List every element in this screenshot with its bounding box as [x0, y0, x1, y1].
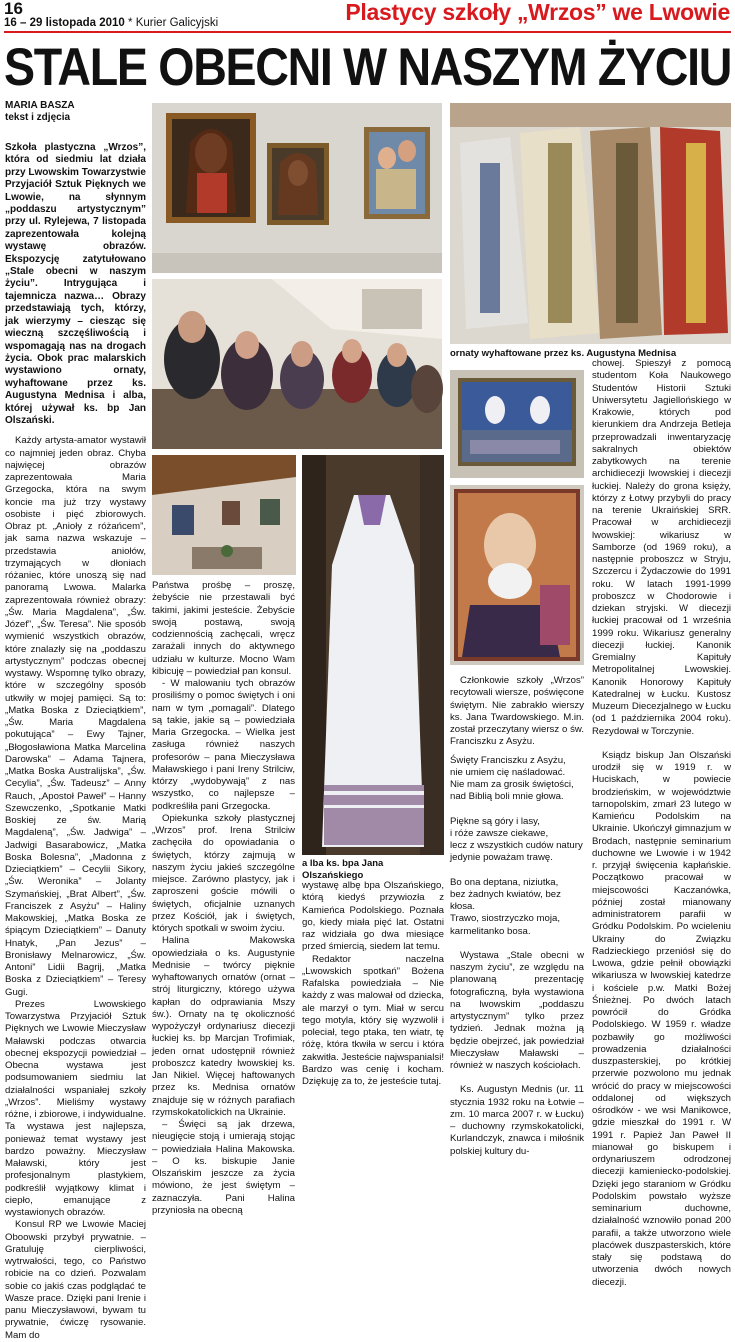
poem-line	[450, 865, 584, 877]
paragraph: Prezes Lwowskiego Towarzystwa Przyjaciół Sztuk Pięknych we Lwowie Mieczysław Maławski podczas otwarcia obecnej ekspozycji powiedział – Obecna wystawa jest podsumowaniem siedmiu lat działalności wspaniałej szkoły „Wrzos”. Mieliśmy wystawy różne, i zbiorowe, i indywidualne. Ta wystawa jest najlepsza, ponieważ temat wystawy jest bardzo poważny. Mieczysław Maławski, który jest profesjonalnym plastykiem, podkreślił wyjątkowy klimat i ciepło, emanujące z wystawionych obrazów.	[5, 998, 146, 1219]
poem-line: Bo ona deptana, niziutka,	[450, 876, 559, 888]
paragraph: Redaktor naczelna „Lwowskich spotkań” Bożena Rafalska powiedziała – Nie każdy z was malował od dziecka, ale marzył o tym. Miał w sercu tego motyla, który się wyzwolił i poleciał, tego ptaka, ten wiatr, tę różę, która tkwiła w sercu i która zakwitła. Jesteście najwspanialsi! Bardzo was cenię i kocham. Dziękuję za to, że jesteście tutaj.	[302, 953, 444, 1087]
photo-paintings-on-wall	[152, 103, 442, 273]
angels-painting-image	[450, 370, 584, 478]
poem-line: Piękne są góry i lasy,	[450, 815, 540, 827]
article-headline: STALE OBECNI W NASZYM ŻYCIU	[4, 38, 732, 97]
poem-line	[450, 804, 584, 816]
publication-name: Kurier Galicyjski	[135, 17, 219, 29]
page-header	[4, 0, 732, 29]
paragraph: Halina Makowska opowiedziała o ks. Augustynie Mednisie – twórcy pięknie wyhaftowanych ornatów (ornat – strój liturgiczny, którego używa kapłan do odprawiania Mszy św.). Ornaty na tę okoliczność wypożyczył ordynariusz diecezji łuckiej ks. bp Marcjan Trofimiak, jeden ornat udostępnił również proboszcz katedry lwowskiej ks. Jan Nikiel. Więcej haftowanych przez ks. Mednisa ornatów znajduje się w różnych parafiach rzymskokatolickich na Ukrainie.	[152, 935, 295, 1118]
article-column-1	[5, 100, 146, 1341]
paragraph: Wystawa „Stale obecni w naszym życiu”, ze względu na planowaną prezentację fotograficzną, była wystawiona na lwowskim „poddaszu artystycznym” tylko przez tydzień. Jednak można ją będzie obejrzeć, jak powiedział Mieczysław Maławski – również w naszych kościołach.	[450, 949, 584, 1071]
paragraph: Opiekunka szkoły plastycznej „Wrzos” prof. Irena Strilciw zachęciła do opowiadania o świętych, którzy zajmują w naszym życiu jakieś szczególne miejsce. Zarówno plastycy, jak i zaproszeni goście mówili o świętych, oficjalnie uznanych przez Kościół, jak i świętych, których spotkali w swoim życiu.	[152, 812, 295, 934]
section-title: Plastycy szkoły „Wrzos” we Lwowie	[345, 0, 730, 25]
article-column-4	[450, 675, 584, 1157]
poem-line: i róże zawsze ciekawe,	[450, 827, 549, 839]
author-name: MARIA BASZA	[5, 100, 75, 111]
poem-line: nad Biblią boli mnie głowa.	[450, 791, 564, 803]
poem-line: Święty Franciszku z Asyżu,	[450, 754, 566, 766]
vestments-caption: ornaty wyhaftowane przez ks. Augustyna Mednisa	[450, 348, 677, 359]
photo-exhibition-room	[152, 455, 296, 575]
photo-alb	[302, 455, 444, 855]
paragraph: Każdy artysta-amator wystawił co najmniej jeden obraz. Chyba najwięcej obrazów zaprezentowała Maria Grzegocka, która na swym koncie ma już trzy wystawy osobiste i pięć zbiorowych. Obraz pt. „Anioły z różańcem”, jak sama nazwa wskazuje – przedstawia aniołów, trzymających w dłoniach różaniec, które unoszą się nad panoramą Lwowa. Malarka zaprezentowała również obrazy: „Św. Maria Magdalena”, „Św. Józef”, „Św. Teresa”. Nie sposób wymienić wszystkich obrazów, które znalazły się na „poddaszu artystycznym” podczas obecnej wystawy. Wspomnę tylko obrazy, które w szczególny sposób utkwiły w mojej pamięci. Są to: „Matka Boska z Dzieciątkiem”, „Św. Maria Magdalena pokutująca” – Ewy Tajner, „Błogosławiona Matka Marcelina Darowska” – Adama Tajnera, „Matka Boska Australijska”, „Św. Cecylia”, „Św. Tadeusz” – Anny Rauch, „Apostoł Paweł” – Hanny Szewczenko, „Spotkanie Matki Boskiej ze św. Marią Magdaleną”, „Św. Jadwiga” – Jadwigi Basarabowicz, „Matka Boska Bolesna”, „Madonna z Dzieciątkiem” – Cecylii Sikory, „Św. Weronika” – Jolanty Szymańskiej, „Brat Albert”, „Św. Franciszek z Asyżu” – Haliny Makowskiej, „Matka Boska ze śpiącym Dzieciątkiem” – Danuty Hnatyk, „Pan Jezus” – Bronisławy Melnarowicz, „Św. Antoni” Lidii Bagrij, „Matka Boska z Dzieciątkiem” – Teresy Gugi.	[5, 435, 146, 998]
article-lead: Szkoła plastyczna „Wrzos”, która od siedmiu lat działa przy Lwowskim Towarzystwie Przyjaciół Sztuk Pięknych we Lwowie, na słynnym „poddaszu artystycznym” przy ul. Rylejewa, 7 listopada zaprezentowała kolejną wystawę obrazów. Ekspozycję zatytułowano „Stale obecni w naszym życiu”. Intrygująca i tajemnicza nazwa… Obrazy przedstawiają tych, którzy, jak wierzymy – ciesząc się wieczną szczęśliwością i wspomagają nas na drogach życia. Obok prac malarskich wystawiono ornaty, wyhaftowane przez ks. Augustyna Mednisa i alba, której używał ks. bp Jan Olszański.	[5, 142, 146, 426]
audience-image	[152, 279, 442, 449]
paragraph: Członkowie szkoły „Wrzos” recytowali wiersze, poświęcone świętym. Nie zabrakło wierszy ks. Jana Twardowskiego. M.in. został przeczytany wiersz o św. Franciszku z Asyżu.	[450, 675, 584, 748]
article-column-2	[152, 580, 295, 1216]
dateline	[4, 17, 218, 29]
poem-line: jedynie poważam trawę.	[450, 852, 553, 864]
photo-credit: tekst i zdjęcia	[5, 112, 71, 123]
photo-angels-painting	[450, 370, 584, 478]
photo-audience	[152, 279, 442, 449]
paragraph: Ksiądz biskup Jan Olszański urodził się w 1919 r. w Huciskach, w powiecie brodzieńskim, w województwie tarnopolskim, zmarł 23 lutego w Kamieńcu Podolskim na Ukrainie. Ukończył gimnazjum w Brodach, następnie seminarium duchowne we Lwowie i w 1942 r. przyjął święcenia kapłańskie. Początkowo pracował w miejscowości Kaczanówka, później został mianowany administratorem parafii w Gródku Podolskim. Po wcieleniu Ukrainy do Związku Radzieckiego przeniósł się do Lwowa, gdzie pełnił obowiązki wikariusza w lwowskiej katedrze i kościele p.w. Matki Bożej Śnieżnej. Po dwóch latach powrócił do Gródka Podolskiego. W 1959 r. władze pozbawiły go możliwości prowadzenia działalności duszpasterskiej, po krótkiej przerwie pozwolono mu jednak wrócić do pracy w miejscowości oddalonej od większych ośrodków - we wsi Manikowce, gdzie mieszkał do 1991 r. W 1991 r. Papież Jan Paweł II mianował go biskupem i ordynariuszem odrodzonej diecezji kamieniecko-podolskiej. Dzięki jego staraniom w Gródku Podolskim powstało wyższe seminarium duchowne, działalność wznowiło ponad 200 parafii, a także utworzono wiele placówek duszpasterskich, które stały się podstawą do utworzenia dwóch nowych diecezji.	[592, 749, 731, 1288]
poem-line: nie umiem cię naśladować.	[450, 766, 566, 778]
portrait-painting-image	[450, 485, 584, 665]
alb-image	[302, 455, 444, 855]
dateline-separator: *	[128, 17, 133, 29]
paragraph: Państwa prośbę – proszę, żebyście nie przestawali być takimi, jakimi jesteście. Żebyście swoją postawą, swoją codziennością zachęcali, wręcz zarażali innych do aktywnego udziału w kulturze. Mocno Wam kibicuję – powiedział pan konsul.	[152, 580, 295, 677]
photo-portrait-painting	[450, 485, 584, 665]
poem	[450, 755, 584, 938]
vestments-image	[450, 103, 731, 344]
page-number: 16	[4, 0, 23, 18]
poem-line: Nie mam za grosik świętości,	[450, 779, 574, 790]
poem-line: bez żadnych kwiatów, bez kłosa.	[450, 888, 561, 912]
paragraph: chowej. Spieszył z pomocą studentom Koła Naukowego Studentów Historii Sztuki Uniwersytetu Jagiellońskiego w Krakowie, których pod kierunkiem dra Andrzeja Betleja przeprowadzali inwentaryzację sakralnych obiektów zabytkowych na terenie archidiecezji lwowskiej i diecezji łuckiej. Należy do grona księży, którzy z Łotwy przybyli do pracy na terenie Ukraińskiej SRR. Pracował w archidiecezji lwowskiej: wikariusz w Samborze (od 1969 roku), a następnie proboszcz w Stryju, Szczercu i Żydaczowie do 1991 roku. W latach 1991-1999 proboszcz w Chodorowie i dziekan stryjski. W diecezji łuckiej pracował od 1 września 1999 roku. Wikariusz generalny diecezji łuckiej. Kanonik Gremialny Kapituły Metropolitalnej Lwowskiej. Kanonik Honorowy Kapituły Katedralnej w Łucku. Kustosz Muzeum Diecezjalnego w Łucku (od 1 października 2004 roku). Rezydował w Torczynie.	[592, 358, 731, 737]
paintings-image	[152, 103, 442, 273]
poem-line: karmelitanko bosa.	[450, 925, 531, 937]
paragraph: wystawę albę bpa Olszańskiego, którą kiedyś przywiozła z Kamieńca Podolskiego. Poznała go, kiedy miała pięć lat. Ostatni raz widziała go dwa miesiące przed śmiercią, siedem lat temu.	[302, 880, 444, 953]
poem-line: Trawo, siostrzyczko moja,	[450, 913, 560, 925]
paragraph: Konsul RP we Lwowie Maciej Oboowski przybył prywatnie. – Gratuluję cierpliwości, wytrwałości, tego, co Państwo robicie na co dzień. Pozwalam sobie co jakiś czas podglądać te Wasze prace. Dzięki pani Irenie i panu Mieczysławowi, bywam tu prywatnie, ćwiczę rysowanie. Mam do	[5, 1219, 146, 1341]
article-column-5	[592, 358, 731, 1288]
paragraph: – Święci są jak drzewa, nieugięcie stoją i umierają stojąc – powiedziała Halina Makowska. – O ks. biskupie Janie Olszańskim jeszcze za życia mówiono, że jest świętym – zaznaczyła. Pani Halina przyniosła na obecną	[152, 1119, 295, 1216]
paragraph: - W malowaniu tych obrazów prosiliśmy o pomoc świętych i oni nam w tym „pomagali”. Dlatego są takie, jakie są – powiedziała Maria Grzegocka. – Wielka jest zasługa również naszych profesorów – pana Mieczysława Maławskiego i pani Ireny Strilciw, którzy „wydobywają” z nas wszystko, co najlepsze – podkreśliła pani Grzegocka.	[152, 678, 295, 812]
issue-date: 16 – 29 listopada 2010	[4, 17, 125, 29]
header-rule	[4, 31, 731, 33]
exhibition-room-image	[152, 455, 296, 575]
article-column-3	[302, 880, 444, 1098]
poem-line: lecz z wszystkich cudów natury	[450, 840, 583, 851]
paragraph: Ks. Augustyn Mednis (ur. 11 stycznia 1932 roku na Łotwie – zm. 10 marca 2007 r. w Łucku) – duchowny rzymskokatolicki, Kurlandczyk, znawca i miłośnik polskiej kultury du-	[450, 1084, 584, 1157]
alb-caption: a lba ks. bpa Jana Olszańskiego	[302, 858, 384, 881]
photo-vestments	[450, 103, 731, 344]
